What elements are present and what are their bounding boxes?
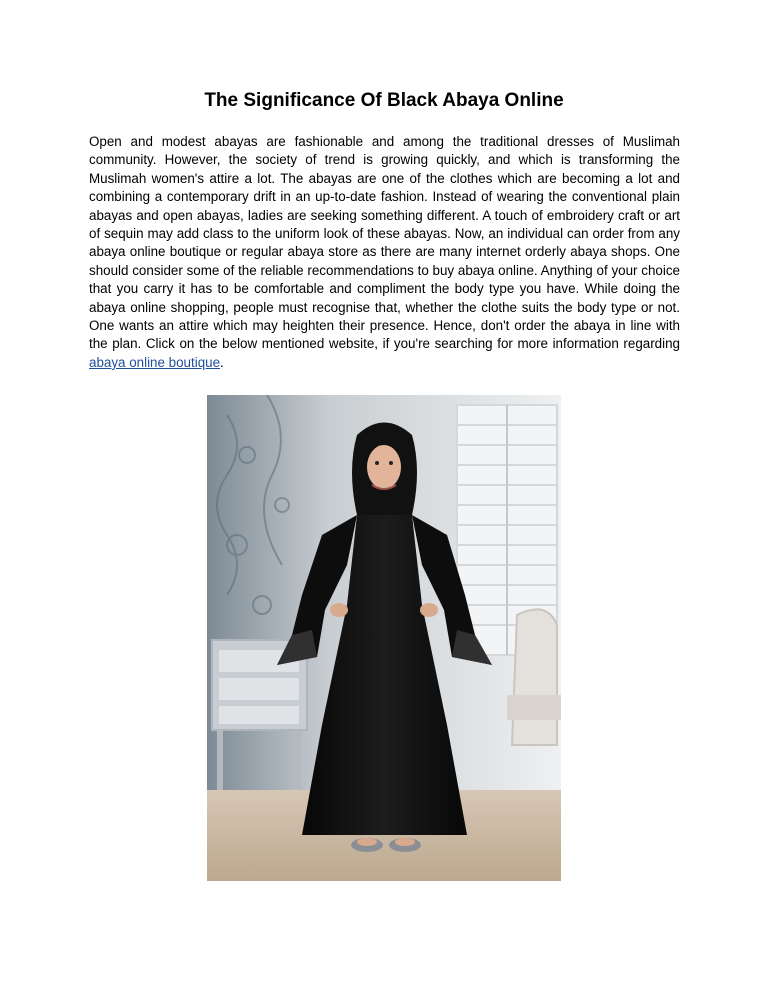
abaya-online-boutique-link[interactable]: abaya online boutique [89, 354, 221, 370]
abaya-photo-illustration [207, 395, 561, 881]
body-paragraph [89, 133, 680, 372]
paragraph-text: Open and modest abayas are fashionable and among the traditional dresses of Muslimah community. However, the society of trend is growing quickly, and which is transforming the Muslimah women's attire a lot. The abayas are one of the clothes which are becoming a lot and combining a contemporary drift in an up-to-date fashion. Instead of wearing the conventional plain abayas and open abayas, ladies are seeking something different. A touch of embroidery craft or art of sequin may add class to the uniform look of these abayas. Now, an individual can order from any abaya online boutique or regular abaya store as there are many internet orderly abaya shops. One should consider some of the reliable recommendations to buy abaya online. Anything of your choice that you carry it has to be comfortable and compliment the body type you have. While doing the abaya online shopping, people must recognise that, whether the clothe suits the body type or not. One wants an attire which may heighten their presence. Hence, don't order the abaya in line with the plan. Click on the below mentioned website, if you're searching for more information regarding [89, 134, 680, 352]
page-title: The Significance Of Black Abaya Online [204, 90, 564, 111]
paragraph-end: . [220, 354, 224, 370]
abaya-product-photo [207, 395, 561, 881]
